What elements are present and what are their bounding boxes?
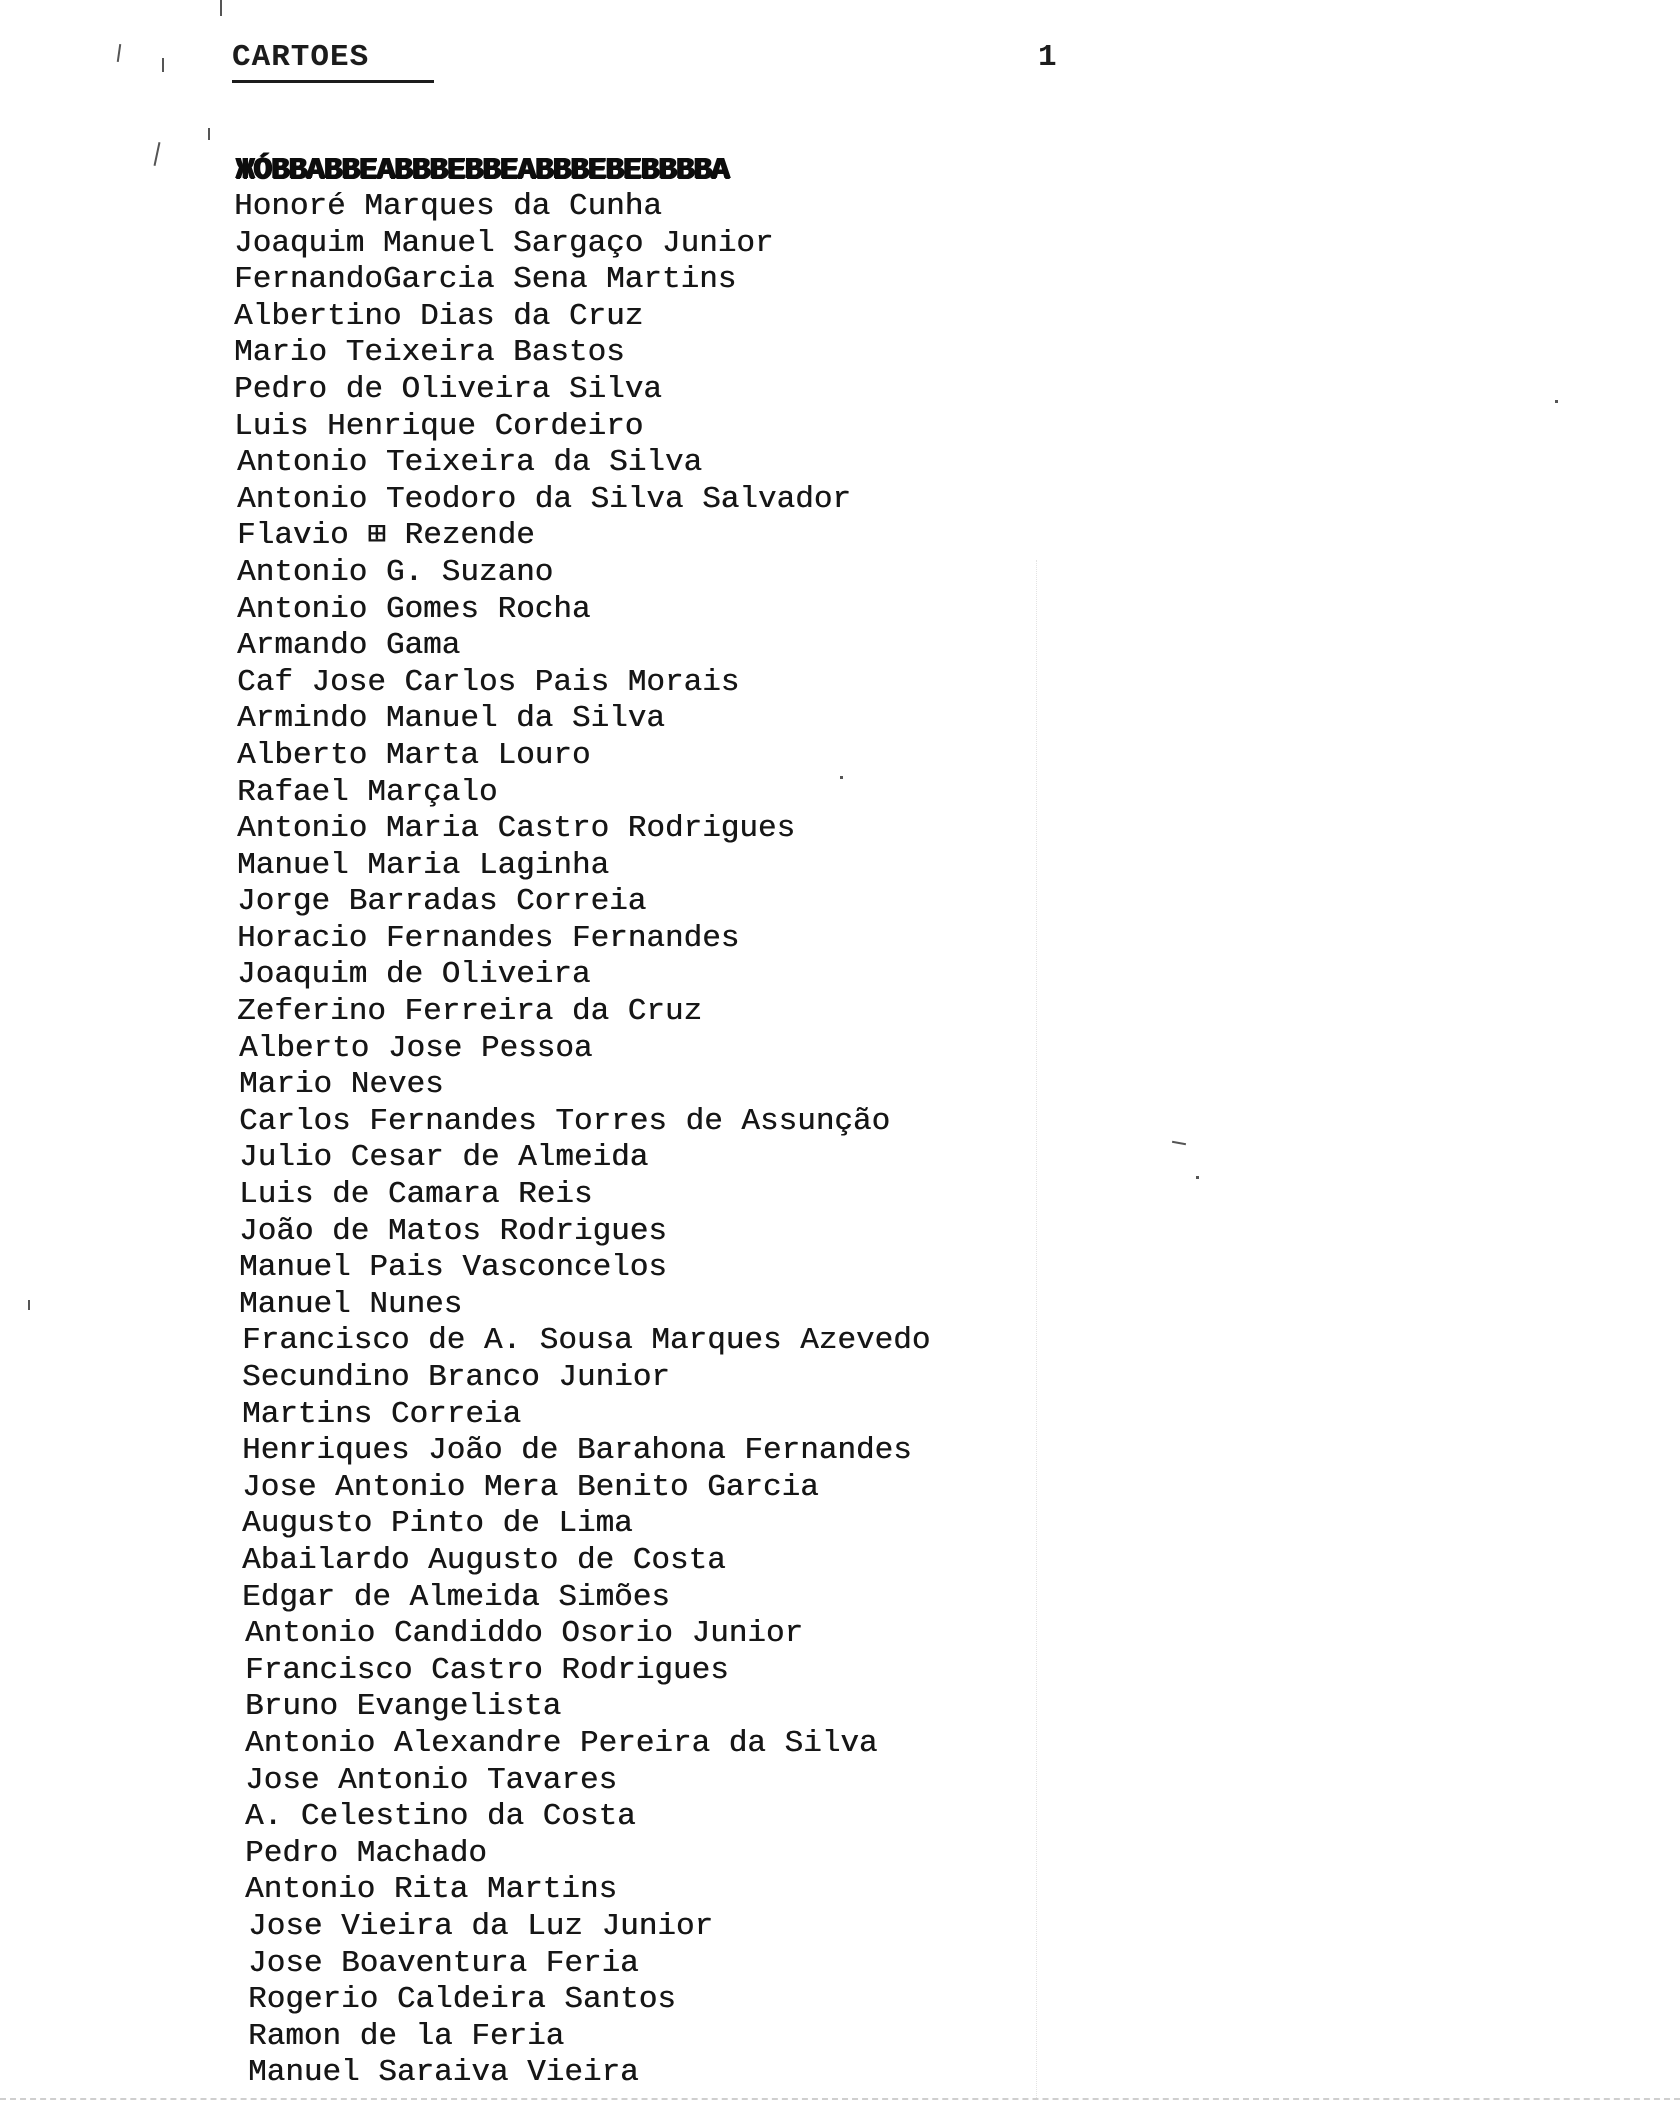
page-title: CARTOES <box>232 40 370 75</box>
list-item: Henriques João de Barahona Fernandes <box>242 1433 912 1469</box>
list-item: Flavio ⊞ Rezende <box>237 518 535 554</box>
list-item: Alberto Marta Louro <box>237 737 591 773</box>
list-item: Carlos Fernandes Torres de Assunção <box>239 1103 891 1139</box>
list-item: Antonio Gomes Rocha <box>237 591 591 627</box>
list-item: Jose Vieira da Luz Junior <box>248 1908 714 1944</box>
list-item: Manuel Pais Vasconcelos <box>239 1250 667 1286</box>
list-item: Antonio Alexandre Pereira da Silva <box>245 1725 878 1761</box>
margin-mark <box>208 128 210 140</box>
scan-edge <box>0 2098 1680 2100</box>
margin-mark <box>154 142 161 166</box>
list-item: Albertino Dias da Cruz <box>234 298 644 334</box>
list-item: Luis de Camara Reis <box>239 1177 593 1213</box>
list-item: Ramon de la Feria <box>248 2018 565 2054</box>
list-item: Antonio Teixeira da Silva <box>237 445 703 481</box>
list-item: Antonio G. Suzano <box>237 554 554 590</box>
list-item: Caf Jose Carlos Pais Morais <box>237 664 740 700</box>
list-item: Martins Correia <box>242 1396 522 1432</box>
list-item: Alberto Jose Pessoa <box>239 1030 593 1066</box>
list-item: Bruno Evangelista <box>245 1689 562 1725</box>
list-item: Antonio Teodoro da Silva Salvador <box>237 481 851 517</box>
list-item: Manuel Saraiva Vieira <box>248 2055 639 2091</box>
list-item: Francisco Castro Rodrigues <box>245 1652 729 1688</box>
list-item: Jorge Barradas Correia <box>237 884 647 920</box>
list-item: Horacio Fernandes Fernandes <box>237 920 740 956</box>
list-item: Rogerio Caldeira Santos <box>248 1982 676 2018</box>
margin-mark <box>117 44 121 62</box>
list-item: Manuel Maria Laginha <box>237 847 610 883</box>
list-item: Armando Gama <box>237 628 461 664</box>
list-item: Augusto Pinto de Lima <box>242 1506 633 1542</box>
list-item: Manuel Nunes <box>239 1286 463 1322</box>
list-item: Antonio Maria Castro Rodrigues <box>237 811 796 847</box>
list-item: Joaquim Manuel Sargaço Junior <box>234 225 774 261</box>
list-item: Mario Neves <box>239 1067 444 1103</box>
list-item: FernandoGarcia Sena Martins <box>234 262 737 298</box>
list-item: A. Celestino da Costa <box>245 1799 636 1835</box>
margin-mark <box>28 1300 30 1310</box>
list-item: Armindo Manuel da Silva <box>237 701 665 737</box>
list-item: Zeferino Ferreira da Cruz <box>237 994 703 1030</box>
scan-artifact <box>1036 560 1037 2100</box>
list-item: Jose Antonio Mera Benito Garcia <box>242 1469 819 1505</box>
list-item: Antonio Candiddo Osorio Junior <box>245 1616 804 1652</box>
struck-out-line: ЖÓВВАВВЕАВВВЕВВЕАВВВЕВЕВВВВА <box>236 153 729 188</box>
list-item: Rafael Marçalo <box>237 774 498 810</box>
margin-mark <box>162 58 164 72</box>
list-item: Pedro Machado <box>245 1835 487 1871</box>
list-item: Secundino Branco Junior <box>242 1360 670 1395</box>
list-item: Jose Boaventura Feria <box>248 1945 639 1981</box>
list-item: Julio Cesar de Almeida <box>239 1140 649 1176</box>
list-item: Honoré Marques da Cunha <box>234 189 662 224</box>
list-item: Jose Antonio Tavares <box>245 1762 618 1798</box>
margin-mark <box>220 0 222 16</box>
title-underline <box>232 80 434 83</box>
list-item: Mario Teixeira Bastos <box>234 335 625 371</box>
list-item: Luis Henrique Cordeiro <box>234 408 644 444</box>
margin-mark <box>1172 1141 1186 1145</box>
page-number: 1 <box>1038 40 1057 75</box>
list-item: Edgar de Almeida Simões <box>242 1579 670 1615</box>
list-item: Francisco de A. Sousa Marques Azevedo <box>242 1323 931 1359</box>
margin-mark <box>1196 1176 1199 1179</box>
list-item: Joaquim de Oliveira <box>237 957 591 993</box>
list-item: João de Matos Rodrigues <box>239 1213 667 1249</box>
list-item: Pedro de Oliveira Silva <box>234 371 662 407</box>
margin-mark <box>1555 400 1558 403</box>
list-item: Antonio Rita Martins <box>245 1872 618 1908</box>
names-list <box>234 189 930 2092</box>
list-item: Abailardo Augusto de Costa <box>242 1542 726 1578</box>
